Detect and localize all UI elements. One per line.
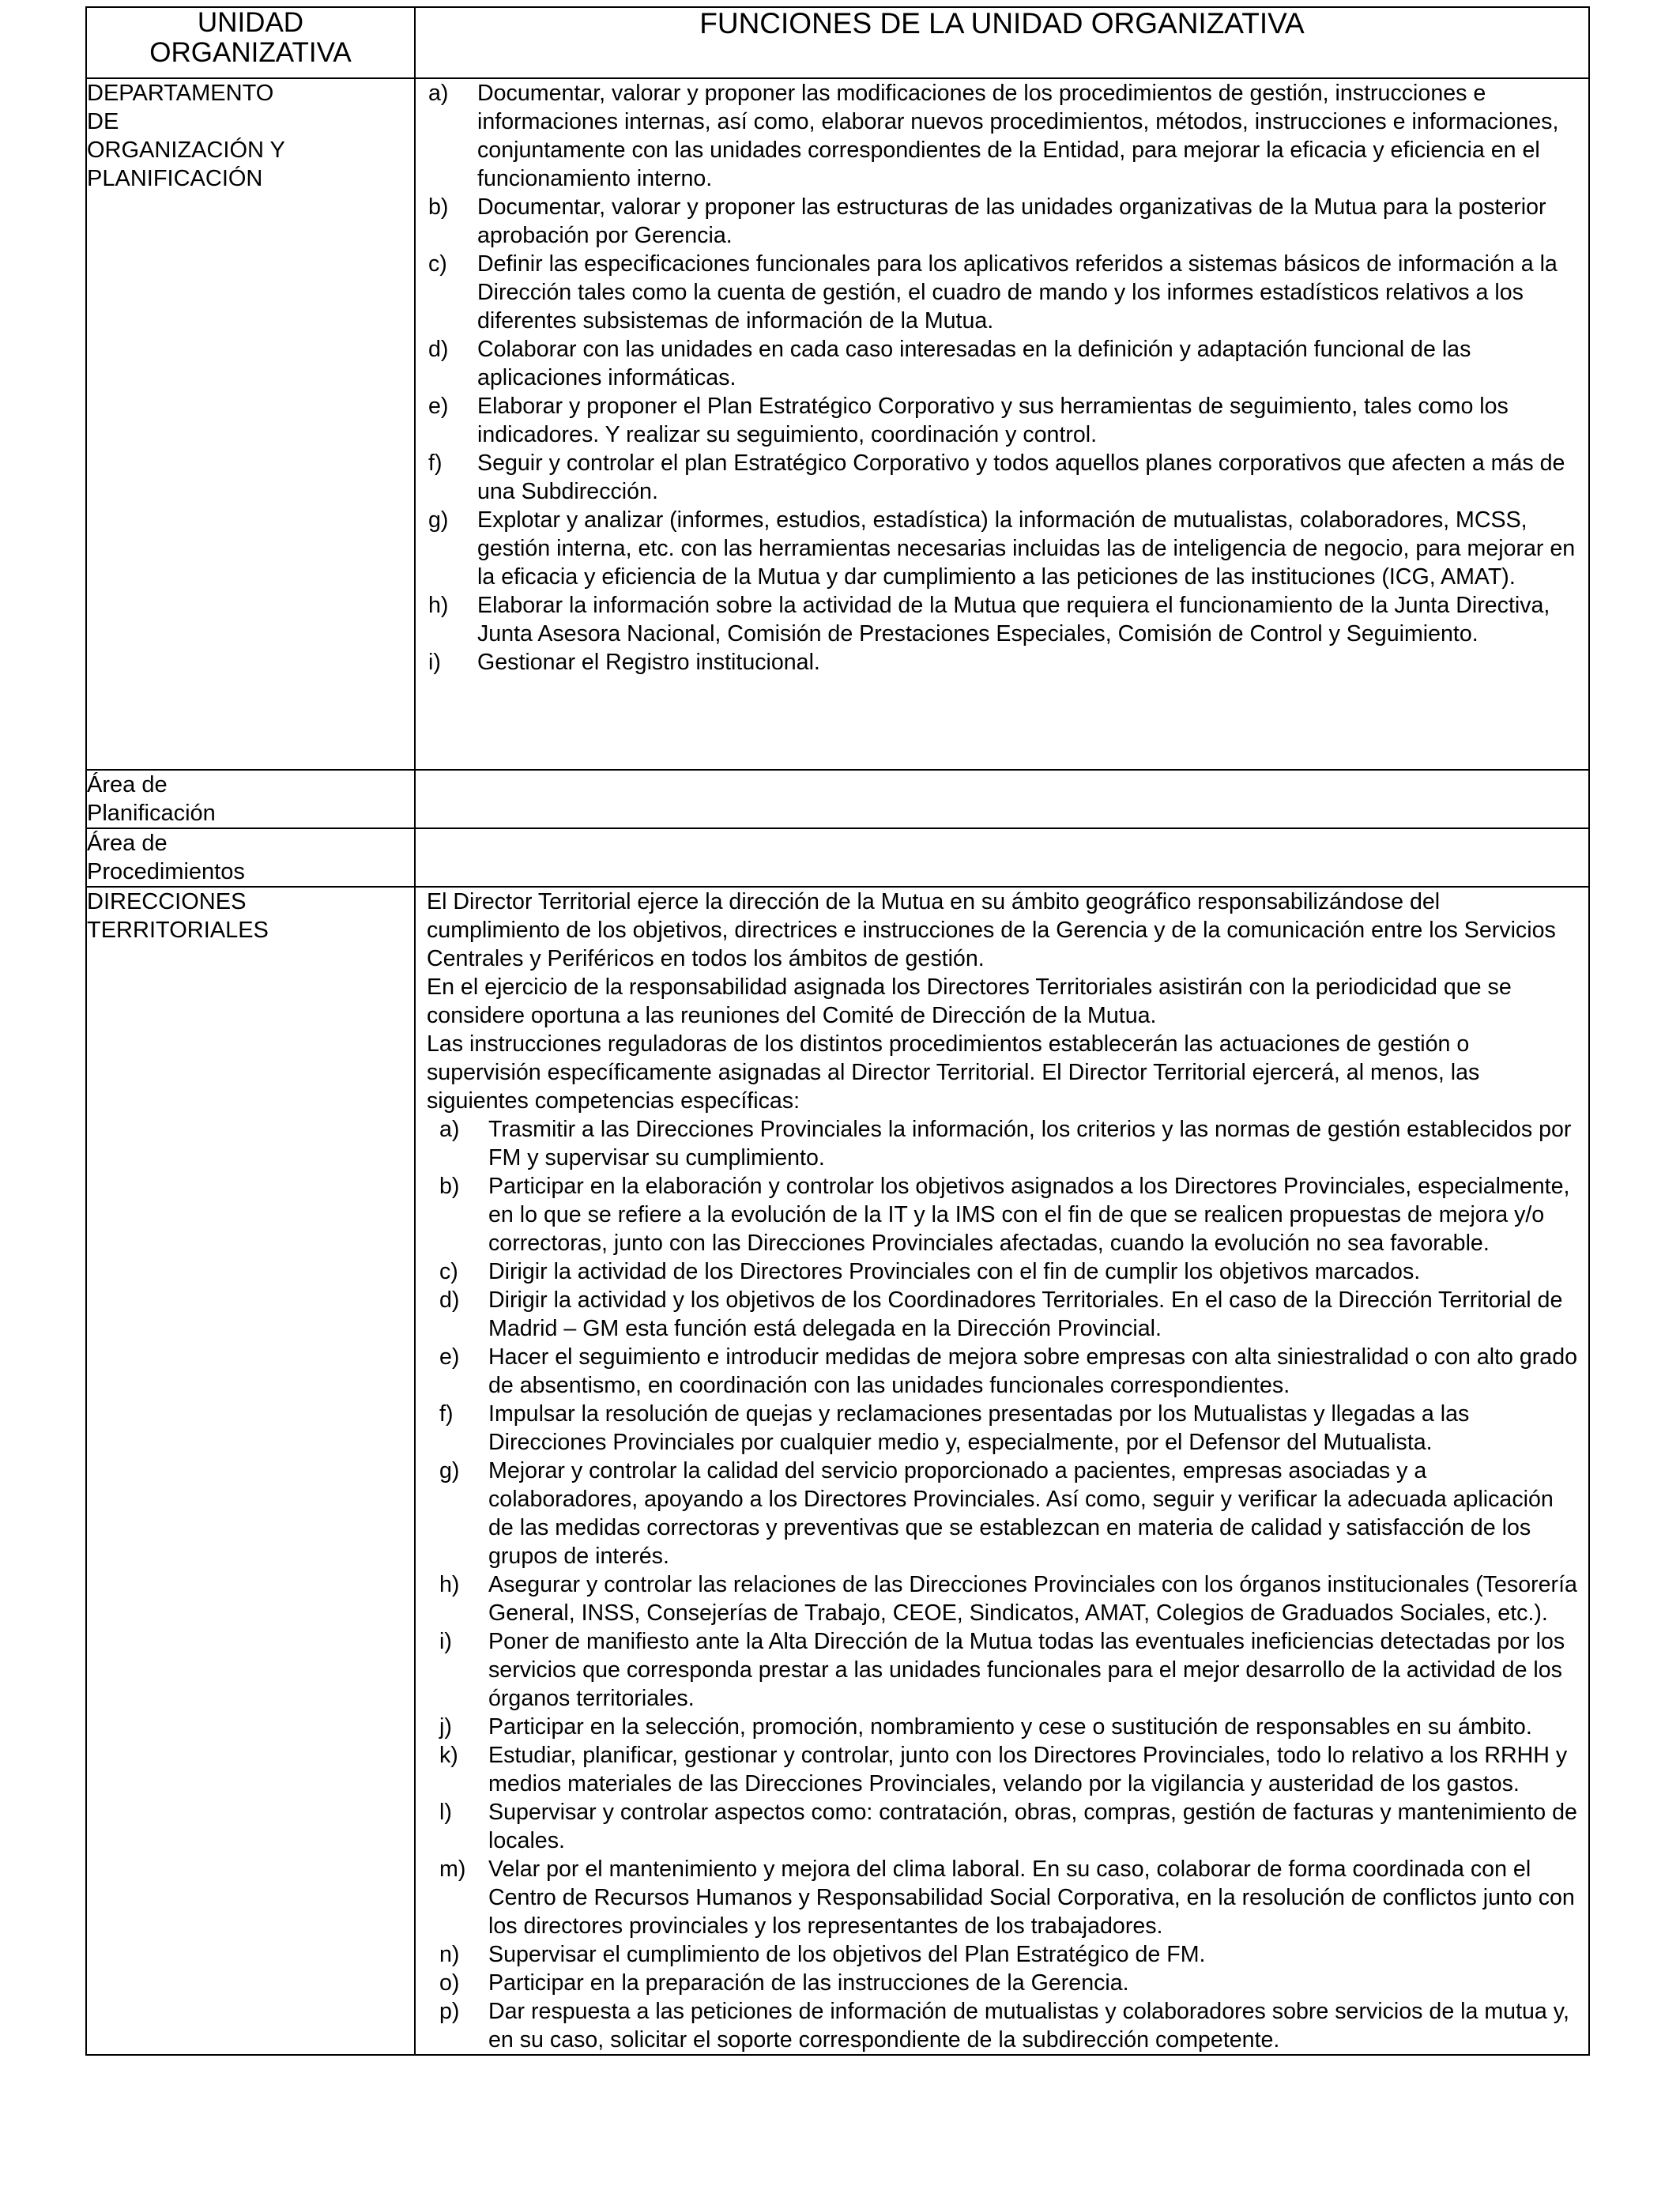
list-item: d) Dirigir la actividad y los objetivos de los Coordinadores Territoriales. En el caso de la Dirección Territorial de Madrid – GM esta función está delegada en la Dirección Provincial. xyxy=(439,1287,1563,1341)
area-procedimientos-row xyxy=(86,828,1589,887)
area-procedimientos-name: Área de Procedimientos xyxy=(86,828,415,887)
list-item: i) Poner de manifiesto ante la Alta Dirección de la Mutua todas las eventuales ineficiencias detectadas por los servicios que corresponda prestar a las unidades funcionales para el mejor desarrollo de la actividad de los órganos territoriales. xyxy=(439,1629,1565,1711)
list-item: i) Gestionar el Registro institucional. xyxy=(428,650,820,675)
dir-territoriales-functions xyxy=(415,887,1589,2055)
dir-territoriales-row xyxy=(86,887,1589,2055)
list-item: b) Participar en la elaboración y controlar los objetivos asignados a los Directores Provinciales, especialmente, en lo que se refiere a la evolución de la IT y la IMS con el fin de que se realicen propuestas de mejora y/o correctoras, junto con las Direcciones Provinciales afectadas, cuando la evolución no sea favorable. xyxy=(439,1174,1570,1256)
dept-org-row xyxy=(86,78,1589,770)
list-item: g) Mejorar y controlar la calidad del servicio proporcionado a pacientes, empresas asociadas y a colaboradores, apoyando a los Directores Provinciales. Así como, seguir y verificar la adecuada aplicación de las medidas correctoras y preventivas que se establezcan en materia de calidad y satisfacción de los grupos de interés. xyxy=(439,1458,1554,1569)
list-item: f) Impulsar la resolución de quejas y reclamaciones presentadas por los Mutualistas y llegadas a las Direcciones Provinciales por cualquier medio y, especialmente, por el Defensor del Mutualista. xyxy=(439,1401,1470,1455)
list-item: e) Hacer el seguimiento e introducir medidas de mejora sobre empresas con alta siniestralidad o con alto grado de absentismo, en coordinación con las unidades funcionales correspondientes. xyxy=(439,1344,1578,1398)
intro-paragraph: El Director Territorial ejerce la dirección de la Mutua en su ámbito geográfico responsabilizándose del cumplimiento de los objetivos, directrices e instrucciones de la Gerencia y de la comunicación entre los Servicios Centrales y Periféricos en todos los ámbitos de gestión. xyxy=(427,889,1556,971)
list-item: j) Participar en la selección, promoción, nombramiento y cese o sustitución de responsables en su ámbito. xyxy=(439,1714,1532,1740)
list-item: e) Elaborar y proponer el Plan Estratégico Corporativo y sus herramientas de seguimiento, tales como los indicadores. Y realizar su seguimiento, coordinación y control. xyxy=(428,394,1509,447)
list-item: n) Supervisar el cumplimiento de los objetivos del Plan Estratégico de FM. xyxy=(439,1942,1206,1967)
list-item: h) Elaborar la información sobre la actividad de la Mutua que requiera el funcionamiento de la Junta Directiva, Junta Asesora Nacional, Comisión de Prestaciones Especiales, Comisión de Control y Seguimiento. xyxy=(428,593,1550,647)
list-item: m) Velar por el mantenimiento y mejora del clima laboral. En su caso, colaborar de forma coordinada con el Centro de Recursos Humanos y Responsabilidad Social Corporativa, en la resolución de conflictos junto con los directores provinciales y los representantes de los trabajadores. xyxy=(439,1857,1575,1939)
dept-org-functions xyxy=(415,78,1589,770)
list-item: g) Explotar y analizar (informes, estudios, estadística) la información de mutualistas, colaboradores, MCSS, gestión interna, etc. con las herramientas necesarias incluidas las de inteligencia de negocio, para mejorar en la eficacia y eficiencia de la Mutua y dar cumplimiento a las peticiones de las instituciones (ICG, AMAT). xyxy=(428,507,1576,590)
area-planificacion-name: Área de Planificación xyxy=(86,770,415,828)
area-planificacion-row xyxy=(86,770,1589,828)
area-planificacion-functions xyxy=(415,770,1589,828)
list-item: b) Documentar, valorar y proponer las estructuras de las unidades organizativas de la Mutua para la posterior aprobación por Gerencia. xyxy=(428,194,1546,248)
unit-header-line: UNIDAD xyxy=(197,7,304,38)
list-item: a) Trasmitir a las Direcciones Provinciales la información, los criterios y las normas de gestión establecidos por FM y supervisar su cumplimiento. xyxy=(439,1117,1572,1171)
dir-territoriales-name: DIRECCIONES TERRITORIALES xyxy=(86,887,415,2055)
list-item: f) Seguir y controlar el plan Estratégico Corporativo y todos aquellos planes corporativos que afecten a más de una Subdirección. xyxy=(428,450,1565,504)
list-item: p) Dar respuesta a las peticiones de información de mutualistas y colaboradores sobre servicios de la mutua y, en su caso, solicitar el soporte correspondiente de la subdirección competente. xyxy=(439,1999,1569,2053)
list-item: k) Estudiar, planificar, gestionar y controlar, junto con los Directores Provinciales, todo lo relativo a los RRHH y medios materiales de las Direcciones Provinciales, velando por la vigilancia y austeridad de los gastos. xyxy=(439,1743,1568,1796)
functions-table xyxy=(85,6,1590,2056)
list-item: o) Participar en la preparación de las instrucciones de la Gerencia. xyxy=(439,1970,1129,1996)
list-item: d) Colaborar con las unidades en cada caso interesadas en la definición y adaptación funcional de las aplicaciones informáticas. xyxy=(428,337,1471,390)
functions-header: FUNCIONES DE LA UNIDAD ORGANIZATIVA xyxy=(415,7,1589,78)
intro-paragraph: En el ejercicio de la responsabilidad asignada los Directores Territoriales asistirán con la periodicidad que se considere oportuna a las reuniones del Comité de Dirección de la Mutua. xyxy=(427,974,1512,1028)
unit-header-line: ORGANIZATIVA xyxy=(149,37,352,68)
list-item: a) Documentar, valorar y proponer las modificaciones de los procedimientos de gestión, instrucciones e informaciones internas, así como, elaborar nuevos procedimientos, métodos, instrucciones e informaciones, conjuntamente con las unidades correspondientes de la Entidad, para mejorar la eficacia y eficiencia en el funcionamiento interno. xyxy=(428,81,1559,191)
header-row xyxy=(86,7,1589,78)
list-item: l) Supervisar y controlar aspectos como: contratación, obras, compras, gestión de facturas y mantenimiento de locales. xyxy=(439,1800,1577,1853)
list-item: h) Asegurar y controlar las relaciones de las Direcciones Provinciales con los órganos institucionales (Tesorería General, INSS, Consejerías de Trabajo, CEOE, Sindicatos, AMAT, Colegios de Graduados Sociales, etc.). xyxy=(439,1572,1577,1626)
dir-territoriales-list xyxy=(416,1115,1588,2054)
list-item: c) Dirigir la actividad de los Directores Provinciales con el fin de cumplir los objetivos marcados. xyxy=(439,1259,1421,1284)
list-item: c) Definir las especificaciones funcionales para los aplicativos referidos a sistemas básicos de información a la Dirección tales como la cuenta de gestión, el cuadro de mando y los informes estadísticos relativos a los diferentes subsistemas de información de la Mutua. xyxy=(428,251,1558,334)
intro-paragraph: Las instrucciones reguladoras de los distintos procedimientos establecerán las actuaciones de gestión o supervisión específicamente asignadas al Director Territorial. El Director Territorial ejercerá, al menos, las siguientes competencias específicas: xyxy=(427,1031,1480,1114)
dept-org-name: DEPARTAMENTO DE ORGANIZACIÓN Y PLANIFICACIÓN xyxy=(86,78,415,770)
area-procedimientos-functions xyxy=(415,828,1589,887)
unit-header xyxy=(86,7,415,78)
